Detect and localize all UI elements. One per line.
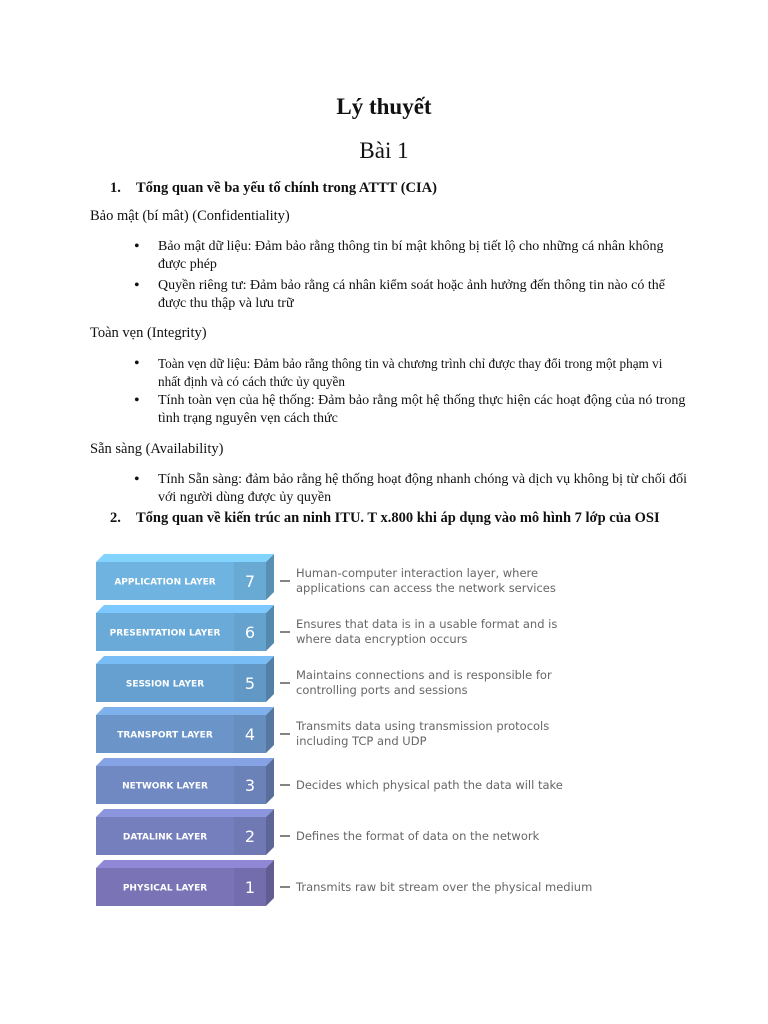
osi-layer-2 [96, 809, 540, 855]
osi-layer-name: PHYSICAL LAYER [122, 883, 208, 894]
integrity-bullet-1: • Toàn vẹn dữ liệu: Đảm bảo rằng thông tin và chương trình chỉ được thay đổi trong một phạm vi nhất định và có cách thức ủy quyền [158, 355, 688, 391]
integrity-bullet-2: • Tính toàn vẹn của hệ thống: Đảm bảo rằng một hệ thống thực hiện các hoạt động của nó trong tình trạng nguyên vẹn cách thức [158, 392, 688, 428]
osi-layer-number: 3 [244, 776, 256, 795]
section-1-number: 1. [110, 180, 121, 196]
osi-layer-side-face [266, 605, 274, 651]
section-2-heading [110, 510, 670, 527]
osi-layer-number: 7 [244, 572, 256, 591]
confidentiality-label: Bảo mật (bí mât) (Confidentiality) [90, 208, 290, 224]
osi-layer-side-face [266, 707, 274, 753]
osi-layer-name: DATALINK LAYER [122, 832, 208, 843]
osi-layer-description: Ensures that data is in a usable format and is [296, 617, 558, 631]
confidentiality-bullet-2: • Quyền riêng tư: Đảm bảo rằng cá nhân kiểm soát hoặc ảnh hưởng đến thông tin nào có thể được thu thập và lưu trữ [158, 277, 688, 313]
availability-label: Sẵn sàng (Availability) [90, 441, 224, 457]
osi-layer-1 [96, 860, 592, 906]
osi-layer-description: Human-computer interaction layer, where [296, 566, 539, 580]
osi-layer-description: Maintains connections and is responsible for [296, 668, 552, 682]
osi-model-figure [92, 552, 612, 922]
osi-layer-name: PRESENTATION LAYER [109, 628, 221, 639]
osi-layer-number: 4 [244, 725, 256, 744]
osi-layer-top-face [96, 860, 274, 868]
osi-layer-name: TRANSPORT LAYER [117, 730, 213, 741]
osi-layer-6 [96, 605, 557, 651]
availability-bullet-1: • Tính Sẵn sàng: đảm bảo rằng hệ thống hoạt động nhanh chóng và dịch vụ không bị từ chối đối với người dùng được ủy quyền [158, 471, 688, 507]
osi-layer-side-face [266, 860, 274, 906]
osi-layer-side-face [266, 554, 274, 600]
integrity-label: Toàn vẹn (Integrity) [90, 325, 207, 341]
osi-layer-number: 2 [244, 827, 256, 846]
osi-layer-7 [96, 554, 556, 600]
osi-layer-description: where data encryption occurs [296, 632, 468, 646]
osi-layer-number: 1 [244, 878, 256, 897]
osi-layer-top-face [96, 809, 274, 817]
osi-layer-side-face [266, 758, 274, 804]
osi-layer-3 [96, 758, 563, 804]
osi-layer-side-face [266, 656, 274, 702]
confidentiality-bullet-1: • Bảo mật dữ liệu: Đảm bảo rằng thông tin bí mật không bị tiết lộ cho những cá nhân không được phép [158, 238, 688, 274]
osi-layer-5 [96, 656, 552, 702]
osi-layer-description: Defines the format of data on the network [296, 829, 540, 843]
osi-layer-name: NETWORK LAYER [122, 781, 208, 792]
osi-layer-4 [96, 707, 549, 753]
osi-layer-top-face [96, 554, 274, 562]
osi-layer-name: APPLICATION LAYER [114, 577, 216, 588]
document-subtitle: Bài 1 [359, 138, 409, 163]
section-2-number: 2. [110, 510, 121, 526]
osi-layer-top-face [96, 605, 274, 613]
osi-layer-description: Transmits data using transmission protocols [296, 719, 550, 733]
section-1-text: Tổng quan về ba yếu tố chính trong ATTT (CIA) [136, 180, 437, 196]
osi-layer-top-face [96, 707, 274, 715]
osi-layer-number: 5 [244, 674, 256, 693]
osi-layer-description: Transmits raw bit stream over the physical medium [296, 880, 593, 894]
osi-layer-top-face [96, 656, 274, 664]
osi-layer-top-face [96, 758, 274, 766]
document-title: Lý thuyết [336, 94, 432, 119]
osi-layer-name: SESSION LAYER [125, 679, 205, 690]
osi-layer-description: including TCP and UDP [296, 734, 427, 748]
osi-layer-description: applications can access the network services [296, 581, 556, 595]
section-2-text: Tổng quan về kiến trúc an ninh ITU. T x.800 khi áp dụng vào mô hình 7 lớp của OSI [136, 510, 660, 526]
osi-layer-description: Decides which physical path the data will take [296, 778, 563, 792]
osi-layer-side-face [266, 809, 274, 855]
section-1-heading [110, 180, 437, 197]
osi-layer-number: 6 [244, 623, 256, 642]
osi-layer-description: controlling ports and sessions [296, 683, 468, 697]
